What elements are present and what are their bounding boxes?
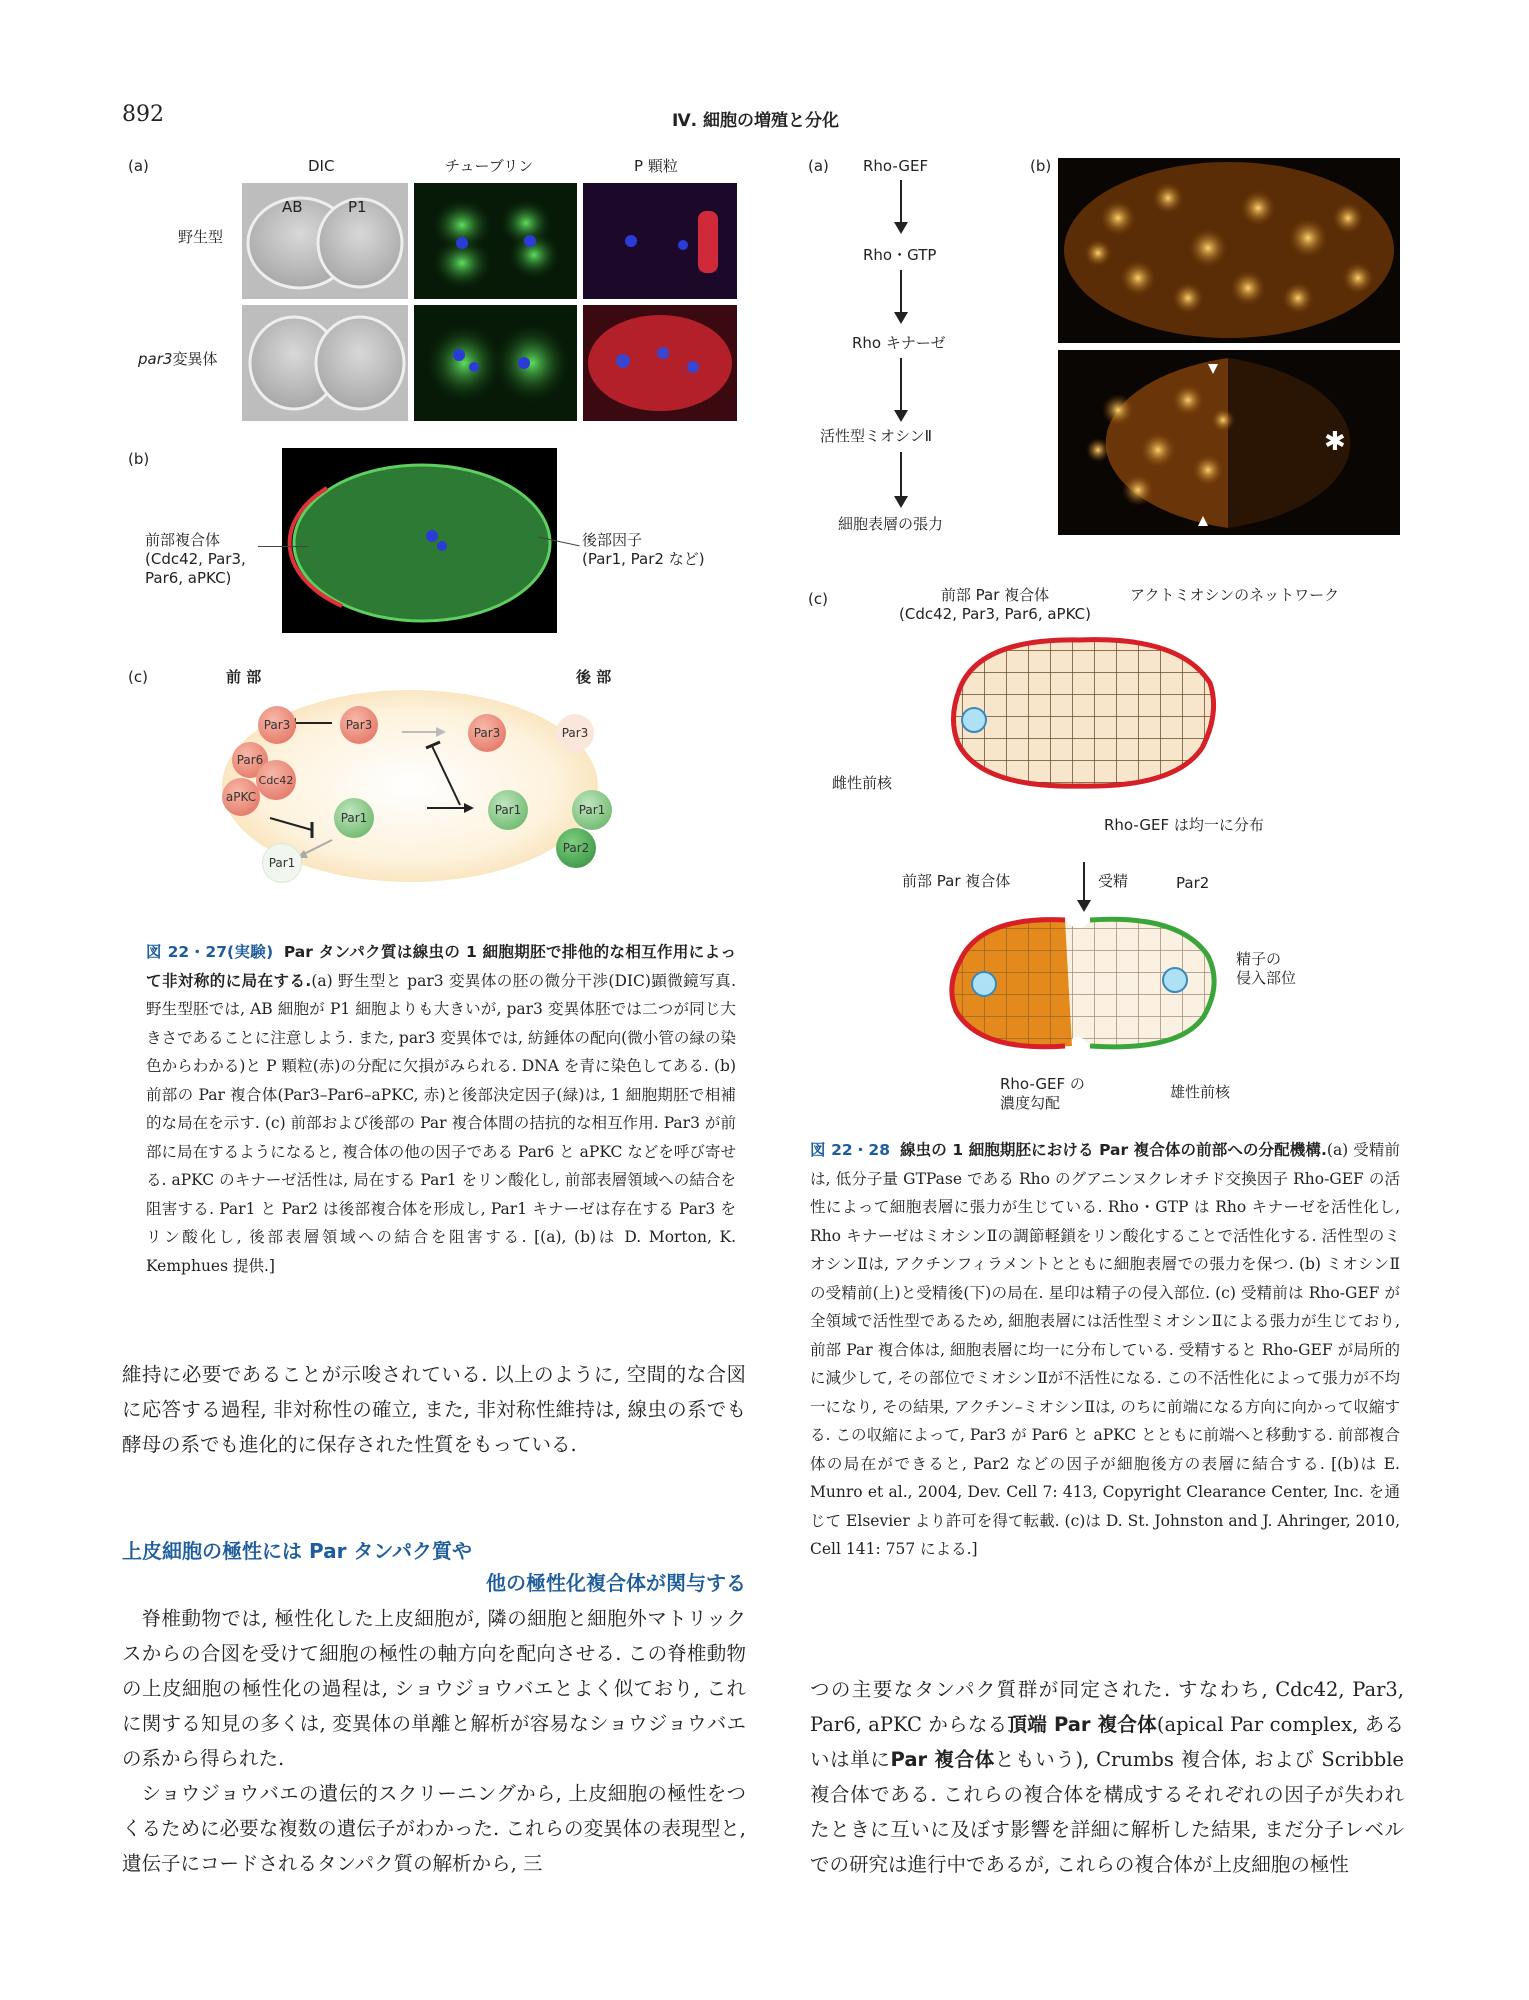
step-tension: 細胞表層の張力 bbox=[838, 515, 944, 533]
fig27-b-label: (b) bbox=[128, 450, 150, 468]
cell-ab-label: AB bbox=[282, 198, 303, 216]
embryo-before-fertilization bbox=[940, 628, 1230, 798]
par2-label: Par2 bbox=[1176, 874, 1210, 892]
step-rhogtp: Rho・GTP bbox=[863, 246, 937, 264]
posterior-factor-label: 後部因子 (Par1, Par2 など) bbox=[582, 531, 705, 568]
rear-label: 後 部 bbox=[576, 668, 612, 686]
micrograph-dic-wildtype bbox=[242, 183, 408, 299]
body-left-text: 脊椎動物では, 極性化した上皮細胞が, 隣の細胞と細胞外マトリックスからの合図を受けて細胞の極性の軸方向を配向させる. この脊椎動物の上皮細胞の極性化の過程は, ショウジョウバエとよく似ており, これに関する知見の多くは, 変異体の単離と解析が容易なショウジョウバエの系から得られた. ショウジョウバエの遺伝的スクリーニングから, 上皮細胞の極性をつくるために必要な複数の遺伝子がわかった. これらの変異体の表現型と, 遺伝子にコードされるタンパク質の解析から, 三 bbox=[122, 1607, 746, 1875]
rhogef-uniform-label: Rho-GEF は均一に分布 bbox=[1104, 816, 1264, 834]
anterior-leader-line bbox=[258, 546, 308, 547]
arrow-1 bbox=[900, 180, 902, 232]
par6-circle: Par6 bbox=[232, 742, 268, 778]
rhogef-gradient-label: Rho-GEF の 濃度勾配 bbox=[1000, 1075, 1085, 1112]
fertilization-arrow bbox=[1083, 862, 1085, 910]
fig27-c-label: (c) bbox=[128, 668, 148, 686]
step-rhokinase: Rho キナーゼ bbox=[852, 334, 946, 352]
par1-circle-posterior-2: Par1 bbox=[572, 790, 612, 830]
cdc42-circle: Cdc42 bbox=[256, 760, 296, 800]
micrograph-par-localization bbox=[282, 448, 557, 633]
arrow-4 bbox=[900, 452, 902, 506]
fig28-b-label: (b) bbox=[1030, 157, 1052, 175]
apkc-circle: aPKC bbox=[222, 778, 260, 816]
col-dic-label: DIC bbox=[308, 157, 335, 175]
micrograph-pgranule-wildtype bbox=[583, 183, 737, 299]
par2-circle: Par2 bbox=[556, 828, 596, 868]
arrow-2 bbox=[900, 270, 902, 322]
male-pronucleus-label: 雄性前核 bbox=[1170, 1083, 1231, 1101]
fig28-c-label: (c) bbox=[808, 590, 828, 608]
par1-circle-faded: Par1 bbox=[262, 843, 302, 883]
par3-circle-anterior-2: Par3 bbox=[340, 706, 378, 744]
par3-circle-posterior: Par3 bbox=[468, 714, 506, 752]
c-anterior-par-label: 前部 Par 複合体 (Cdc42, Par3, Par6, aPKC) bbox=[899, 586, 1091, 623]
micrograph-tubulin-wildtype bbox=[414, 183, 577, 299]
par1-circle-posterior: Par1 bbox=[488, 790, 528, 830]
fig28-a-label: (a) bbox=[808, 157, 829, 175]
running-header: Ⅳ. 細胞の増殖と分化 bbox=[672, 111, 840, 131]
row-wildtype-label: 野生型 bbox=[178, 228, 224, 246]
fig27-a-label: (a) bbox=[128, 157, 149, 175]
page-number: 892 bbox=[122, 102, 164, 127]
micrograph-dic-par3 bbox=[242, 305, 408, 421]
step-myosin: 活性型ミオシンⅡ bbox=[820, 427, 933, 445]
arrow-3 bbox=[900, 358, 902, 420]
anterior-complex-label: 前部複合体 (Cdc42, Par3, Par6, aPKC) bbox=[145, 531, 246, 587]
par1-circle-anterior: Par1 bbox=[334, 798, 374, 838]
par3-circle-anterior: Par3 bbox=[258, 706, 296, 744]
anterior-par-label: 前部 Par 複合体 bbox=[902, 872, 1011, 890]
micrograph-pgranule-par3 bbox=[583, 305, 737, 421]
micrograph-myosin-before bbox=[1058, 158, 1400, 343]
step-rhogef: Rho-GEF bbox=[863, 157, 929, 175]
body-right-text: つの主要なタンパク質群が同定された. すなわち, Cdc42, Par3, Par6, aPKC からなる頂端 Par 複合体(apical Par complex, あるいは単にPar 複合体ともいう), Crumbs 複合体, および Scribble 複合体である. これらの複合体を構成するそれぞれの因子が失われたときに互いに及ぼす影響を詳細に解析した結果, まだ分子レベルでの研究は進行中であるが, これらの複合体が上皮細胞の極性 bbox=[810, 1678, 1404, 1876]
micrograph-tubulin-par3 bbox=[414, 305, 577, 421]
sperm-entry-label: 精子の 侵入部位 bbox=[1236, 950, 1297, 987]
fertilization-label: 受精 bbox=[1098, 872, 1129, 890]
col-pgranule-label: P 顆粒 bbox=[634, 157, 678, 175]
section-heading: 上皮細胞の極性には Par タンパク質や 他の極性化複合体が関与する bbox=[122, 1539, 746, 1595]
front-label: 前 部 bbox=[226, 668, 262, 686]
actomyosin-label: アクトミオシンのネットワーク bbox=[1130, 586, 1340, 604]
col-tubulin-label: チューブリン bbox=[445, 157, 534, 175]
embryo-after-fertilization bbox=[940, 906, 1230, 1056]
par3-circle-posterior-faded: Par3 bbox=[556, 714, 594, 752]
fig27-caption: 図 22・27(実験) Par タンパク質は線虫の 1 細胞期胚で排他的な相互作用によって非対称的に局在する.(a) 野生型と par3 変異体の胚の微分干渉(DIC)顕微鏡写真. 野生型胚では, AB 細胞が P1 細胞よりも大きいが, par3 変異体胚では二つが同じ大きさであることに注意しよう. また, par3 変異体では, 紡錘体の配向(微小管の緑の染色からわかる)と P 顆粒(赤)の分配に欠損がみられる. DNA を青に染色してある. (b) 前部の Par 複合体(Par3–Par6–aPKC, 赤)と後部決定因子(緑)は, 1 細胞期胚で相補的な局在を示す. (c) 前部および後部の Par 複合体間の拮抗的な相互作用. Par3 が前部に局在するようになると, 複合体の他の因子である Par6 と aPKC などを呼び寄せる. aPKC のキナーゼ活性は, 局在する Par1 をリン酸化し, 前部表層領域への結合を阻害する. Par1 と Par2 は後部複合体を形成し, Par1 キナーゼは存在する Par3 をリン酸化し, 後部表層領域への結合を阻害する. [(a), (b)は D. Morton, K. Kemphues 提供.] bbox=[146, 943, 737, 1275]
svg-text:✱: ✱ bbox=[1324, 427, 1346, 457]
row-par3-label: par3変異体 bbox=[138, 350, 218, 368]
body-paragraph-continuation: 維持に必要であることが示唆されている. 以上のように, 空間的な合図に応答する過程, 非対称性の確立, また, 非対称性維持は, 線虫の系でも酵母の系でも進化的に保存された性質をもっている. bbox=[122, 1363, 746, 1456]
cell-p1-label: P1 bbox=[348, 198, 367, 216]
fig28-caption: 図 22・28 線虫の 1 細胞期胚における Par 複合体の前部への分配機構.(a) 受精前は, 低分子量 GTPase である Rho のグアニンヌクレオチド交換因子 Rho-GEF の活性によって細胞表層に張力が生じている. Rho・GTP は Rho キナーゼを活性化し, Rho キナーゼはミオシンⅡの調節軽鎖をリン酸化することで活性化する. 活性型のミオシンⅡは, アクチンフィラメントとともに細胞表層での張力を保つ. (b) ミオシンⅡの受精前(上)と受精後(下)の局在. 星印は精子の侵入部位. (c) 受精前は Rho-GEF が全領域で活性型であるため, 細胞表層には活性型ミオシンⅡによる張力が生じており, 前部 Par 複合体は, 細胞表層に均一に分布している. 受精すると Rho-GEF が局所的に減少して, その部位でミオシンⅡが不活性になる. この不活性化によって張力が不均一になり, その結果, アクチン–ミオシンⅡは, のちに前端になる方向に向かって収縮する. この収縮によって, Par3 が Par6 と aPKC とともに前端へと移動する. 前部複合体の局在ができると, Par2 などの因子が細胞後方の表層に結合する. [(b)は E. Munro et al., 2004, Dev. Cell 7: 413, Copyright Clearance Center, Inc. を通じて Elsevier より許可を得て転載. (c)は D. St. Johnston and J. Ahringer, 2010, Cell 141: 757 による.] bbox=[810, 1141, 1400, 1558]
female-pronucleus-label-top: 雌性前核 bbox=[832, 774, 893, 792]
micrograph-myosin-after bbox=[1058, 350, 1400, 535]
